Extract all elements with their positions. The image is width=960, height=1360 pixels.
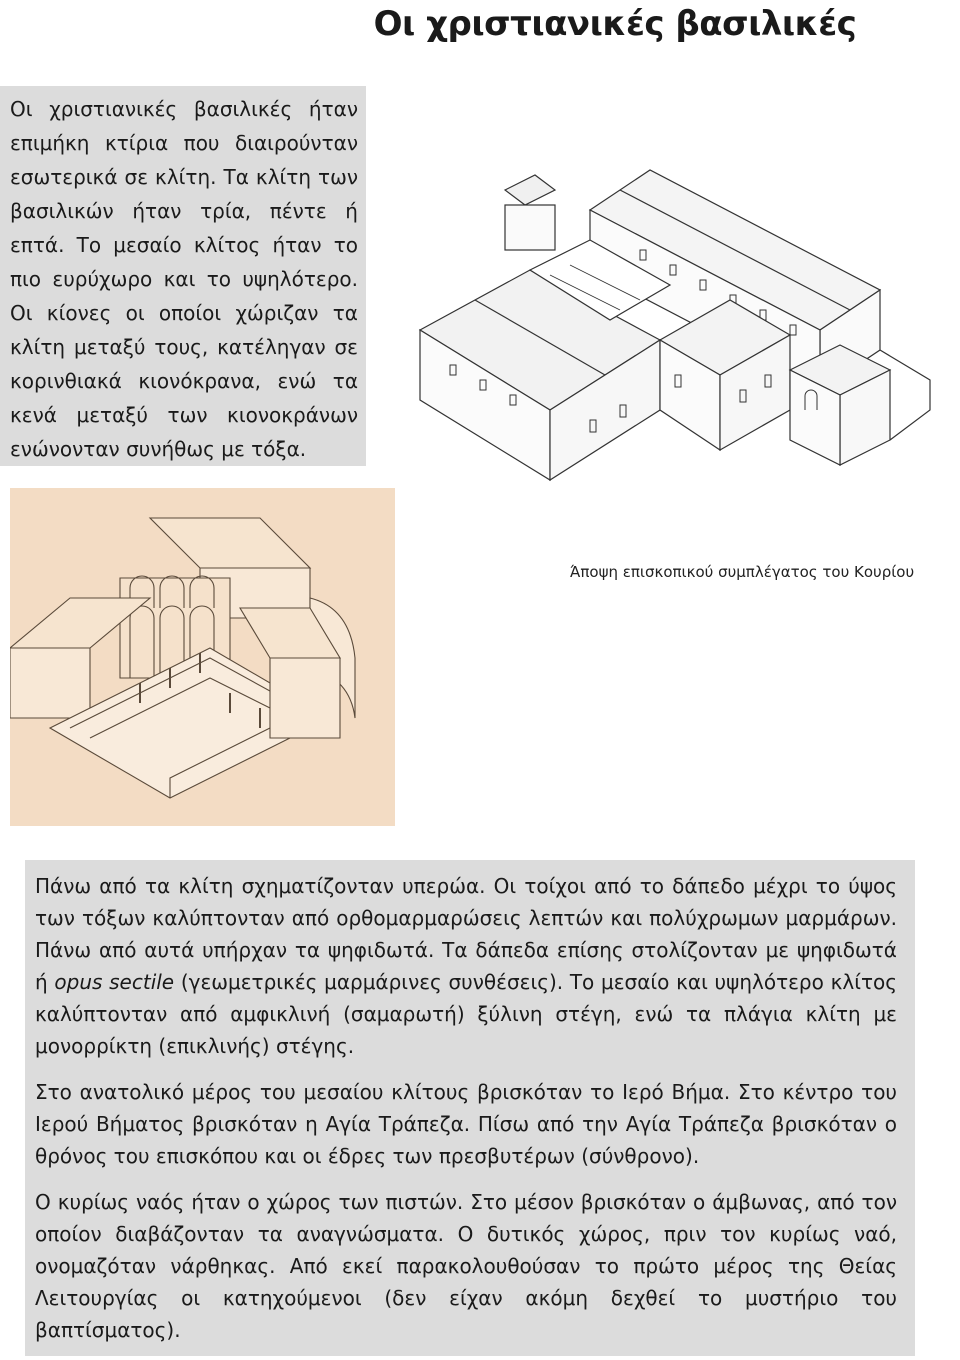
episcopal-complex-drawing bbox=[410, 150, 955, 530]
paragraph-1-part-2: (γεωμετρικές μαρμάρινες συνθέσεις). Το μεσαίο και υψηλότερο κλίτος καλύπτονταν από αμφικλινή (σαμαρωτή) ξύλινη στέγη, ενώ τα πλάγια κλίτη με μονορρίκτη (επικλινής) στέγης. bbox=[35, 970, 897, 1058]
intro-paragraph: Οι χριστιανικές βασιλικές ήταν επιμήκη κτίρια που διαιρούνταν εσωτερικά σε κλίτη. Τα κλίτη των βασιλικών ήταν τρία, πέντε ή επτά. Το μεσαίο κλίτος ήταν το πιο ευρύχωρο και το υψηλότερο. Οι κίονες οι οποίοι χώριζαν τα κλίτη μεταξύ τους, κατέληγαν σε κορινθιακά κιονόκρανα, ενώ τα κενά μεταξύ των κιονοκράνων ενώνονταν συνήθως με τόξα. bbox=[10, 97, 358, 461]
figure-caption: Άποψη επισκοπικού συμπλέγατος του Κουρίου bbox=[570, 563, 915, 581]
paragraph-1 bbox=[35, 870, 897, 1062]
paragraph-1-italic-term: opus sectile bbox=[54, 970, 175, 994]
paragraph-2: Στο ανατολικό μέρος του μεσαίου κλίτους βρισκόταν το Ιερό Βήμα. Στο κέντρο του Ιερού Βήματος βρισκόταν η Αγία Τράπεζα. Πίσω από την Αγία Τράπεζα βρισκόταν ο θρόνος του επισκόπου και οι έδρες των πρεσβυτέρων (σύνθρονο). bbox=[35, 1080, 897, 1168]
church-cutaway-drawing-panel bbox=[10, 488, 395, 826]
page-title: Οι χριστιανικές βασιλικές bbox=[373, 4, 857, 44]
main-text bbox=[35, 870, 897, 1360]
paragraph-3: Ο κυρίως ναός ήταν ο χώρος των πιστών. Στο μέσον βρισκόταν ο άμβωνας, από τον οποίον διαβάζονταν τα αναγνώσματα. Ο δυτικός χώρος, πριν τον κυρίως ναό, ονομαζόταν νάρθηκας. Από εκεί παρακολουθούσαν το πρώτο μέρος της Θείας Λειτουργίας οι κατηχούμενοι (δεν είχαν ακόμη δεχθεί το μυστήριο του βαπτίσματος). bbox=[35, 1190, 897, 1342]
paragraph-1-part-1: Πάνω από τα κλίτη σχηματίζονταν υπερώα. Οι τοίχοι από το δάπεδο μέχρι το ύψος των τόξων καλύπτονταν από ορθομαρμαρώσεις λεπτών και πολύχρωμων μαρμάρων. Πάνω από αυτά υπήρχαν τα ψηφιδωτά. Τα δάπεδα επίσης στολίζονταν με ψηφιδωτά ή bbox=[35, 874, 897, 994]
church-cutaway-drawing bbox=[10, 488, 395, 826]
